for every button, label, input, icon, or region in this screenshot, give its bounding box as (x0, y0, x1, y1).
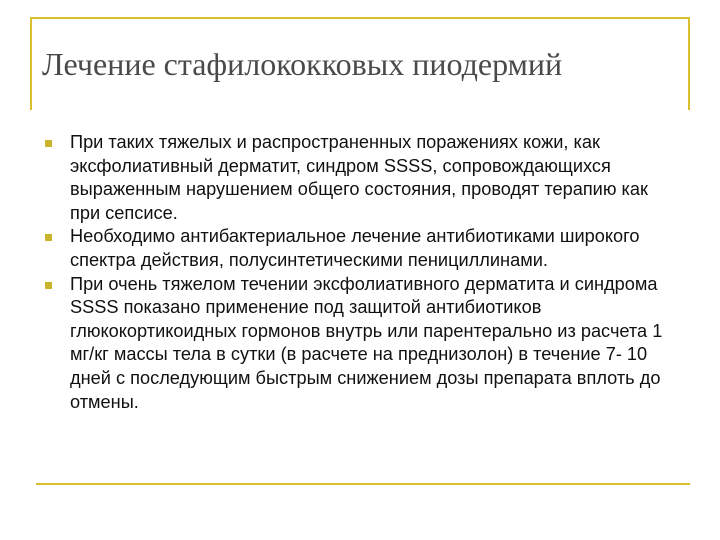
frame-top-line (30, 17, 690, 19)
bullet-item (44, 225, 669, 272)
square-bullet-icon (45, 234, 52, 241)
frame-left-line (30, 17, 32, 110)
bullet-text: Необходимо антибактериальное лечение антибиотиками широкого спектра действия, полусинтетическими пенициллинами. (70, 226, 640, 270)
frame-bottom-line (36, 483, 690, 485)
bullet-item (44, 273, 669, 415)
square-bullet-icon (45, 282, 52, 289)
square-bullet-icon (45, 140, 52, 147)
bullet-list (44, 131, 669, 414)
frame-right-line (688, 17, 690, 110)
bullet-text: При таких тяжелых и распространенных поражениях кожи, как эксфолиативный дерматит, синдром SSSS, сопровождающихся выраженным нарушением общего состояния, проводят терапию как при сепсисе. (70, 132, 648, 223)
bullet-text: При очень тяжелом течении эксфолиативного дерматита и синдрома SSSS показано применение под защитой антибиотиков глюкокортикоидных гормонов внутрь или парентерально из расчета 1 мг/кг массы тела в сутки (в расчете на преднизолон) в течение 7- 10 дней с последующим быстрым снижением дозы препарата вплоть до отмены. (70, 273, 663, 412)
bullet-item (44, 131, 669, 225)
slide-title: Лечение стафилококковых пиодермий (42, 46, 563, 82)
